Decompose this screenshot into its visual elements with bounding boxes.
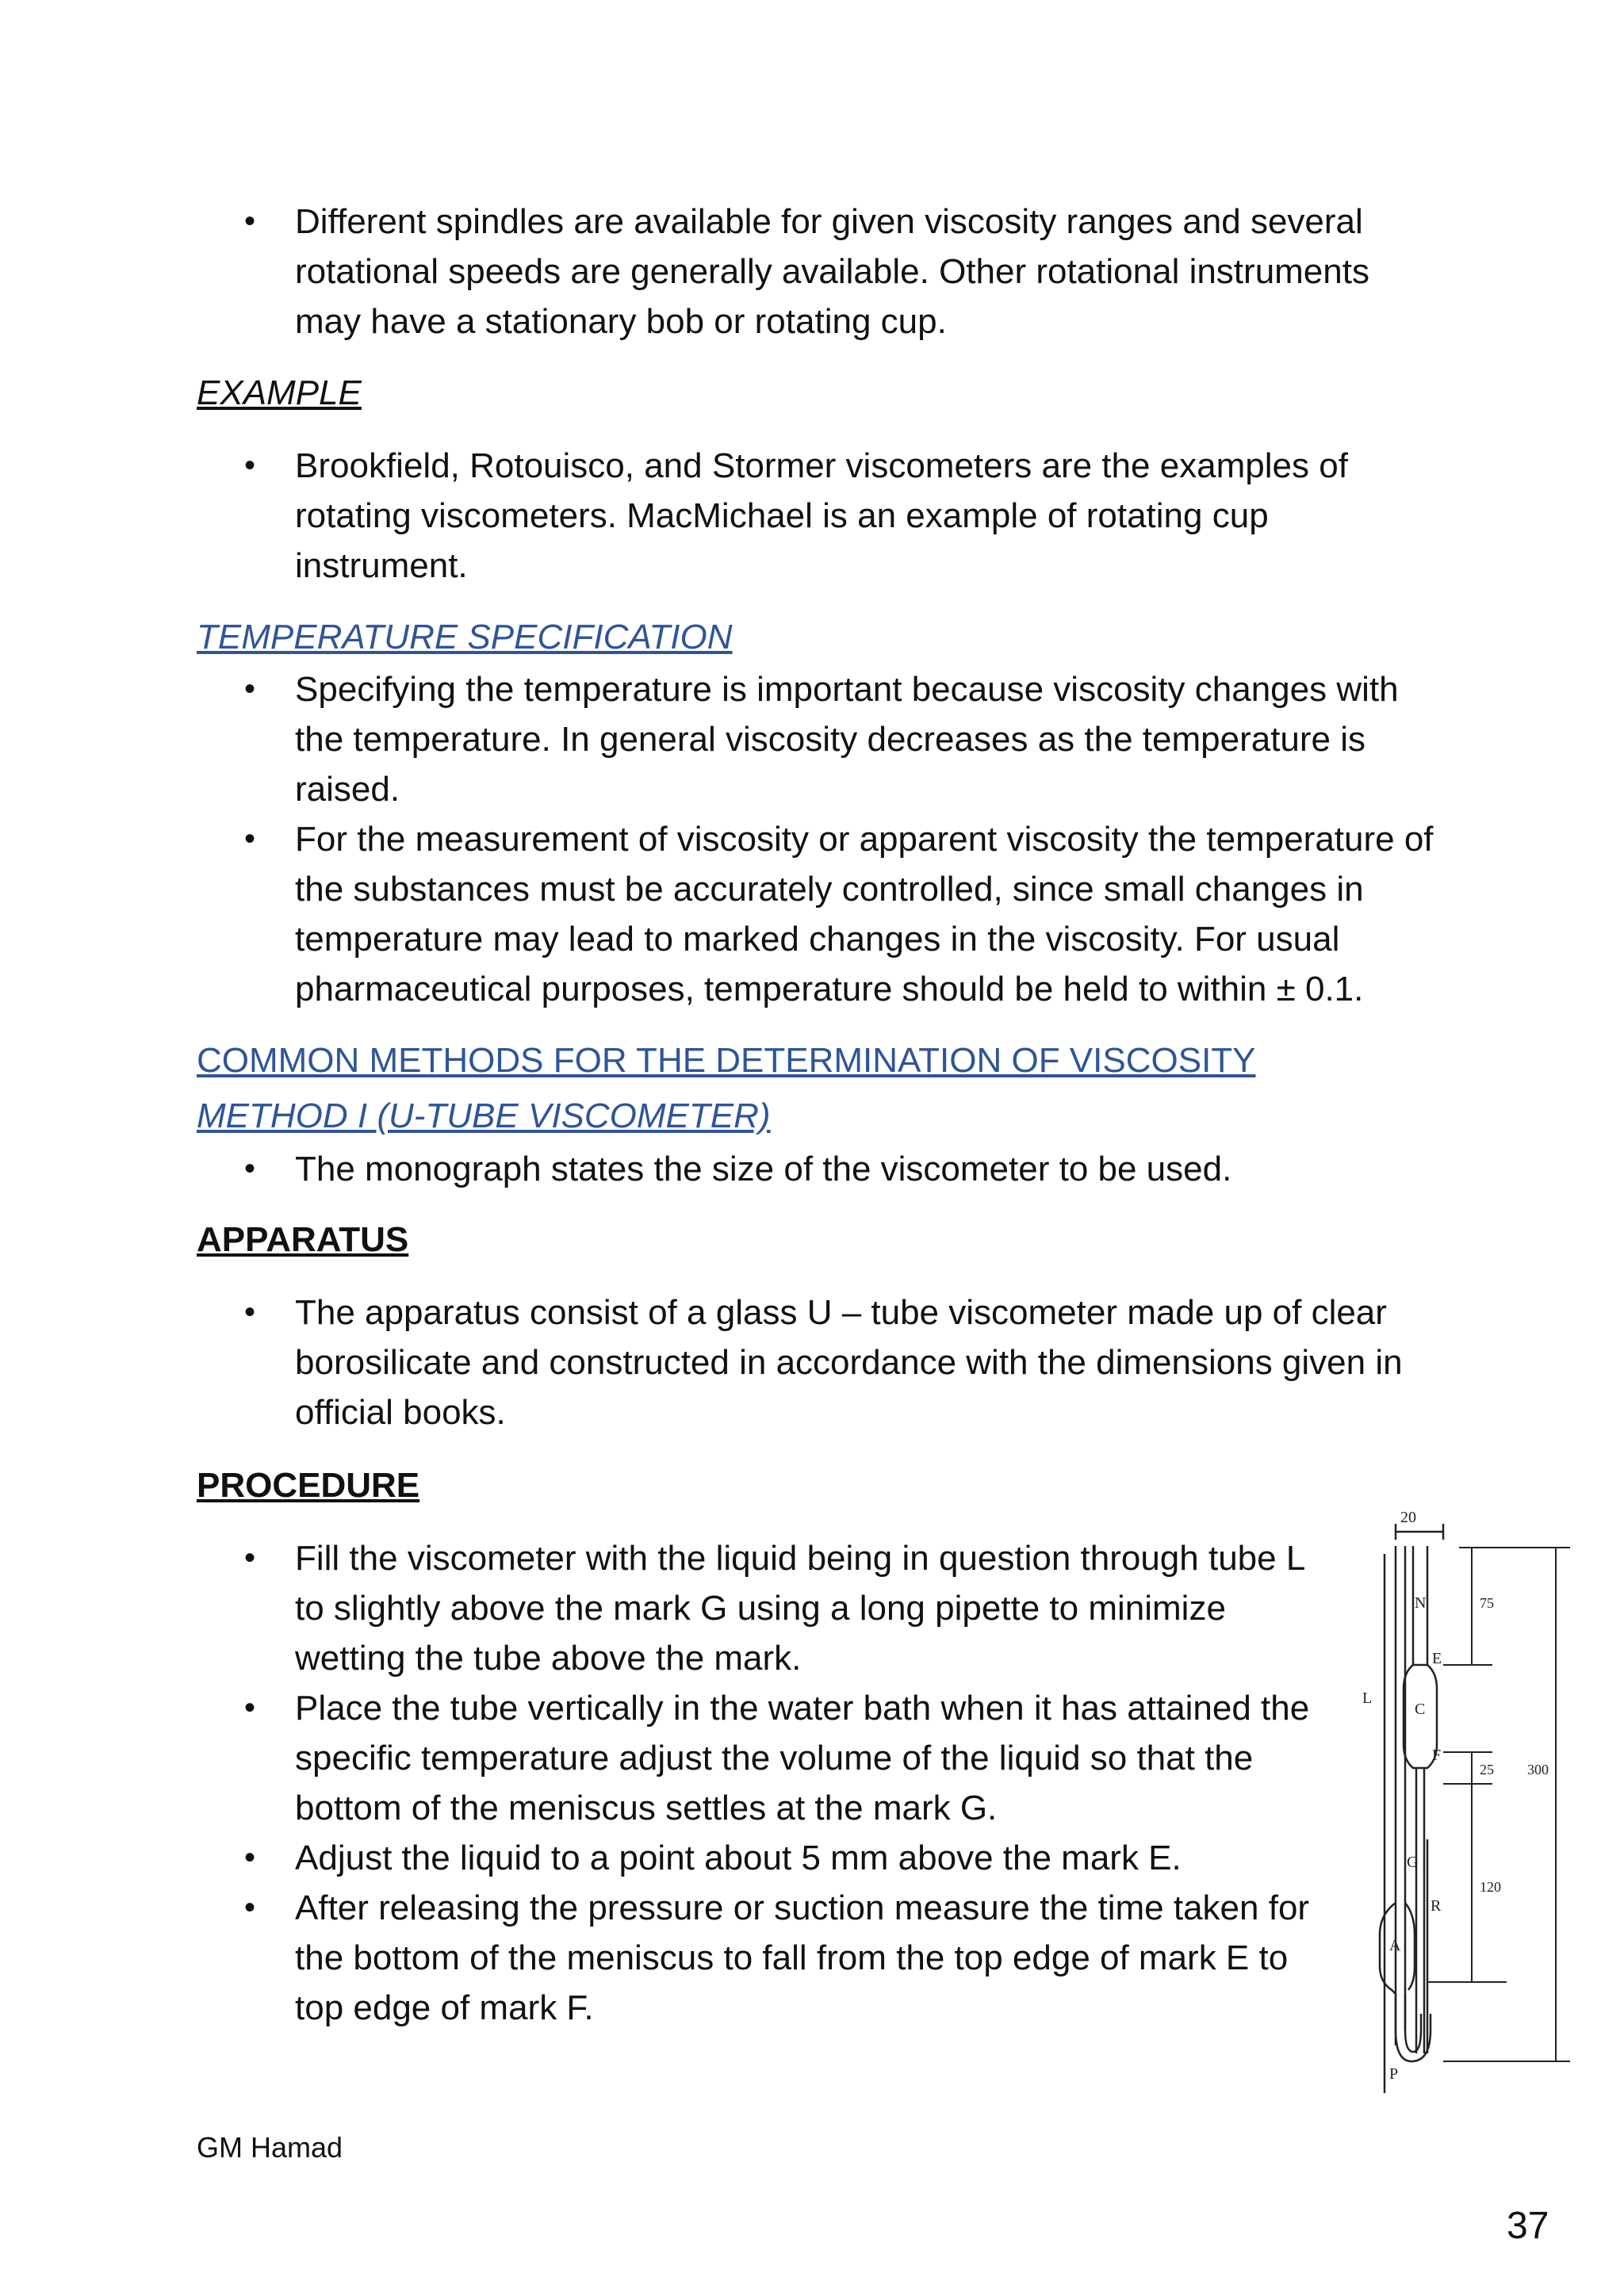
method-1-bullet-list [197,1144,1434,1194]
label-l: L [1362,1689,1373,1707]
label-p: P [1389,2065,1399,2083]
viscometer-diagram [1348,1506,1586,2093]
label-c: C [1415,1701,1426,1718]
label-a: A [1389,1937,1401,1954]
temperature-section [197,664,1434,1014]
list-item: • The apparatus consist of a glass U – tube viscometer made up of clear borosilicate and constructed in accordance with the dimensions given in official books. [197,1288,1434,1437]
label-f: F [1432,1747,1442,1764]
list-item: • The monograph states the size of the viscometer to be used. [197,1144,1434,1194]
temperature-bullet-list [197,664,1434,1014]
method-1-heading: METHOD I (U-TUBE VISCOMETER) [197,1096,771,1135]
common-methods-heading: COMMON METHODS FOR THE DETERMINATION OF VISCOSITY [197,1041,1256,1080]
page-number: 37 [1507,2205,1549,2247]
label-dim-25: 25 [1480,1762,1494,1777]
label-e: E [1432,1650,1442,1667]
list-item: • Brookfield, Rotouisco, and Stormer viscometers are the examples of rotating viscometers. MacMichael is an example of rotating cup instrument. [197,441,1434,591]
list-item: • Different spindles are available for given viscosity ranges and several rotational speeds are generally available. Other rotational instruments may have a stationary bob or rotating cup. [197,197,1434,346]
label-dim-75: 75 [1480,1595,1494,1611]
list-item: • After releasing the pressure or suction measure the time taken for the bottom of the meniscus to fall from the top edge of mark E to top edge of mark F. [197,1883,1323,2033]
apparatus-section [197,1288,1434,1437]
intro-section [197,197,1434,346]
intro-bullet-list [197,197,1434,346]
label-dim-120: 120 [1480,1879,1501,1895]
example-bullet-list [197,441,1434,591]
list-item: • For the measurement of viscosity or apparent viscosity the temperature of the substances must be accurately controlled, since small changes in temperature may lead to marked changes in the viscosity. For usual pharmaceutical purposes, temperature should be held to within ± 0.1. [197,814,1434,1014]
label-n: N [1415,1594,1427,1612]
method-1-section [197,1144,1434,1194]
label-dim-300: 300 [1527,1762,1549,1777]
label-r: R [1431,1897,1442,1915]
example-heading: EXAMPLE [197,373,362,412]
temperature-heading: TEMPERATURE SPECIFICATION [197,618,733,656]
list-item: • Adjust the liquid to a point about 5 mm above the mark E. [197,1833,1323,1883]
apparatus-heading: APPARATUS [197,1220,409,1259]
list-item: • Specifying the temperature is important because viscosity changes with the temperature. In general viscosity decreases as the temperature is raised. [197,664,1434,814]
list-item: • Fill the viscometer with the liquid being in question through tube L to slightly above the mark G using a long pipette to minimize wetting the tube above the mark. [197,1533,1323,1683]
u-tube-viscometer-figure [1348,1506,1586,2093]
example-section [197,441,1434,591]
apparatus-bullet-list [197,1288,1434,1437]
procedure-section [197,1533,1323,2033]
label-g: G [1407,1854,1419,1871]
procedure-heading: PROCEDURE [197,1466,420,1505]
procedure-bullet-list [197,1533,1323,2033]
list-item: • Place the tube vertically in the water bath when it has attained the specific temperature adjust the volume of the liquid so that the bottom of the meniscus settles at the mark G. [197,1683,1323,1833]
label-top-width: 20 [1400,1509,1416,1526]
footer-author: GM Hamad [197,2131,343,2164]
